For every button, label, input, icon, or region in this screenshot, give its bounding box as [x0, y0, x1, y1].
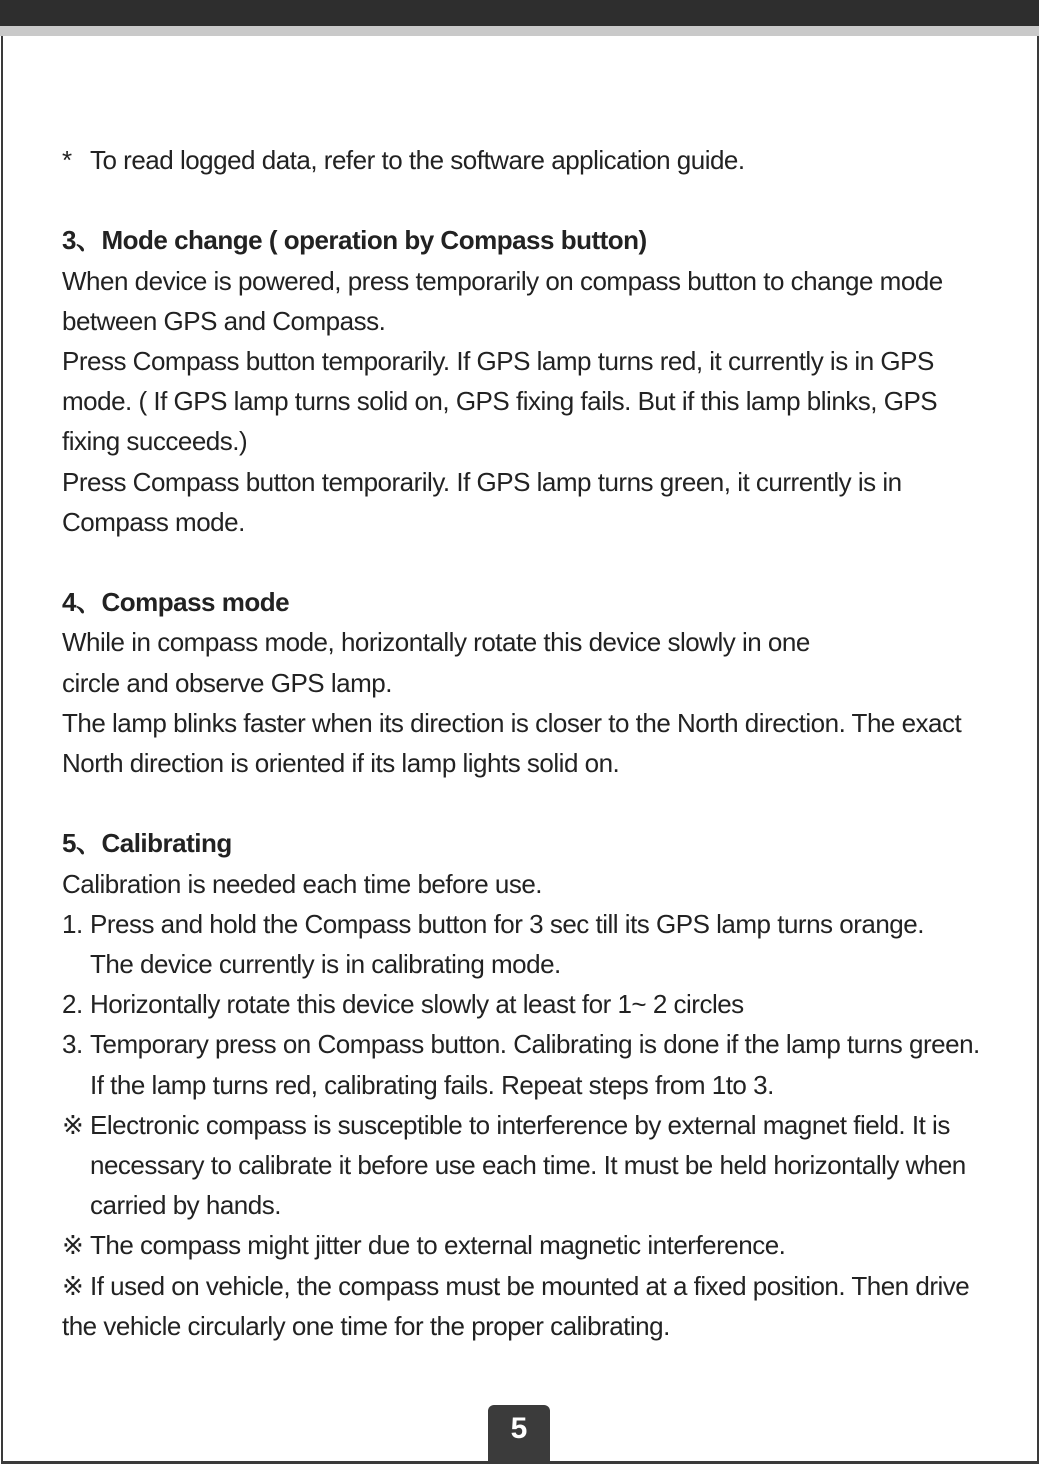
- section-3-line: When device is powered, press temporarily on compass button to change mode: [62, 265, 943, 296]
- section-3-line: Compass mode.: [62, 506, 245, 537]
- section-4-line: North direction is oriented if its lamp lights solid on.: [62, 748, 620, 779]
- reference-mark: ※: [62, 1230, 84, 1261]
- intro-note: [62, 140, 1012, 180]
- note-line: Electronic compass is susceptible to interference by external magnet field. It is: [90, 1109, 950, 1140]
- section-4-line: While in compass mode, horizontally rotate this device slowly in one: [62, 627, 810, 658]
- section-3-line: Press Compass button temporarily. If GPS lamp turns red, it currently is in GPS: [62, 346, 934, 376]
- section-3-line: fixing succeeds.): [62, 426, 248, 457]
- intro-text: To read logged data, refer to the software application guide.: [90, 145, 745, 175]
- section-3-heading: 3、Mode change ( operation by Compass button): [62, 225, 647, 256]
- note-3-line: ※ If used on vehicle, the compass must be mounted at a fixed position. Then drive: [62, 1266, 1012, 1306]
- step-number: 1.: [62, 908, 83, 939]
- step-line: The device currently is in calibrating mode.: [90, 949, 561, 980]
- section-4-line: The lamp blinks faster when its direction is closer to the North direction. The exact: [62, 707, 962, 738]
- top-bar-shadow: [0, 26, 1039, 36]
- step-line: Horizontally rotate this device slowly at least for 1~ 2 circles: [90, 989, 744, 1020]
- step-3: [62, 1024, 1012, 1104]
- step-line: Press and hold the Compass button for 3 sec till its GPS lamp turns orange.: [90, 908, 924, 939]
- reference-mark: ※: [62, 1109, 84, 1140]
- top-bar: [0, 0, 1039, 26]
- note-line: necessary to calibrate it before use each time. It must be held horizontally when: [90, 1150, 966, 1181]
- note-1: [62, 1105, 1012, 1226]
- note-line: carried by hands.: [90, 1190, 281, 1221]
- note-line: The compass might jitter due to external magnetic interference.: [90, 1230, 786, 1261]
- step-1: [62, 904, 1012, 984]
- step-line: If the lamp turns red, calibrating fails. Repeat steps from 1to 3.: [90, 1069, 774, 1100]
- section-5-intro: Calibration is needed each time before use.: [62, 868, 543, 899]
- page-content: [62, 140, 1012, 1346]
- step-2: [62, 984, 1012, 1024]
- note-3-line: the vehicle circularly one time for the proper calibrating.: [62, 1310, 670, 1341]
- note-2: [62, 1225, 1012, 1265]
- section-5-heading: 5、Calibrating: [62, 828, 232, 859]
- step-number: 2.: [62, 989, 83, 1020]
- section-4-heading: 4、Compass mode: [62, 587, 290, 618]
- section-3-line: Press Compass button temporarily. If GPS lamp turns green, it currently is in: [62, 466, 902, 497]
- section-3-line: mode. ( If GPS lamp turns solid on, GPS fixing fails. But if this lamp blinks, GPS: [62, 386, 938, 417]
- reference-mark: ※: [62, 1270, 84, 1301]
- section-3-line: between GPS and Compass.: [62, 305, 386, 336]
- page-number: 5: [488, 1405, 550, 1461]
- step-line: Temporary press on Compass button. Calibrating is done if the lamp turns green.: [90, 1029, 980, 1060]
- step-number: 3.: [62, 1029, 83, 1060]
- section-4-line: circle and observe GPS lamp.: [62, 667, 392, 698]
- asterisk-marker: *: [62, 145, 72, 175]
